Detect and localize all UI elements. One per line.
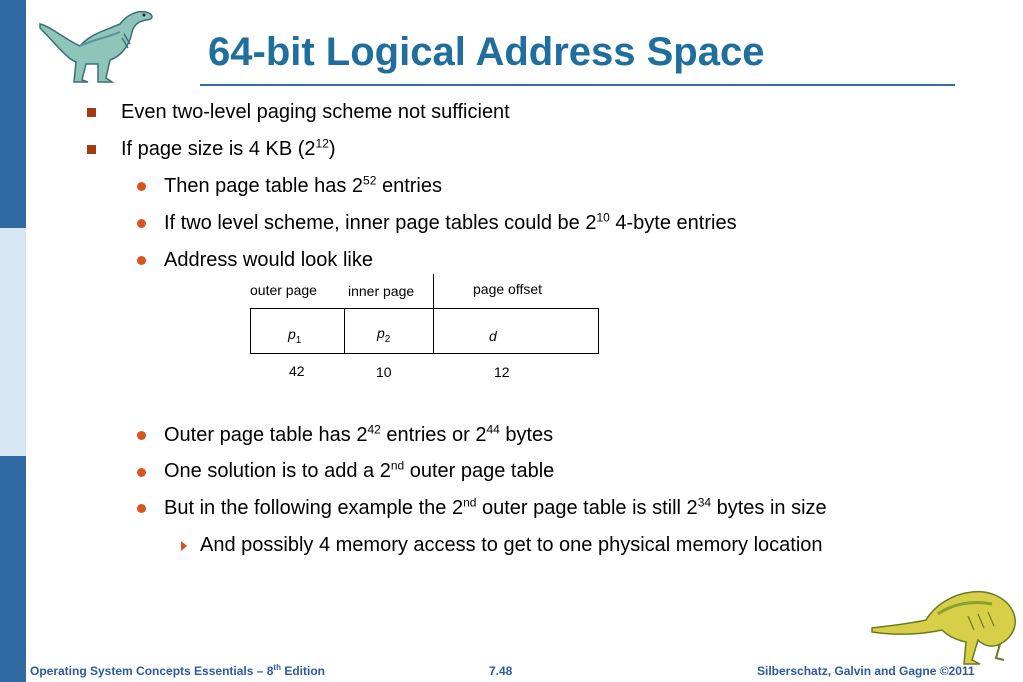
bullet-text: Even two-level paging scheme not sufficient (121, 101, 510, 123)
dot-bullet-icon (137, 504, 146, 513)
dot-bullet-icon (137, 182, 146, 191)
d-field: d (489, 328, 497, 344)
page-offset-label: page offset (473, 281, 543, 297)
bullet-text: And possibly 4 memory access to get to one physical memory location (200, 534, 823, 556)
footer-book-title: Operating System Concepts Essentials – 8th Edition (30, 663, 325, 678)
dot-bullet-icon (137, 256, 146, 265)
square-bullet-icon (87, 108, 96, 117)
bullet-text: Address would look like (164, 249, 373, 271)
sidebar-block-light (0, 228, 26, 456)
footer-page-number: 7.48 (489, 664, 513, 678)
field-divider (433, 274, 434, 354)
bullet-text: One solution is to add a 2nd outer page table (164, 458, 555, 482)
square-bullet-icon (87, 145, 96, 154)
dot-bullet-icon (137, 219, 146, 228)
sidebar-block-dark (0, 0, 26, 228)
bullet-text: Outer page table has $2^{42}$ entries or $2^{44}$ bytes (164, 422, 554, 446)
outer-page-label: outer page (250, 282, 317, 298)
d-bits: 12 (494, 364, 510, 380)
dot-bullet-icon (137, 431, 146, 440)
p2-bits: 10 (376, 364, 392, 380)
left-sidebar-band (0, 0, 26, 682)
bullet-text: But in the following example the 2nd outer page table is still $2^{34}$ bytes in size (164, 495, 827, 519)
bullet-text: Then page table has $2^{52}$ entries (164, 173, 442, 197)
inner-page-label: inner page (348, 283, 415, 299)
title-underline (200, 84, 955, 86)
p2-field: $p_2$ (377, 325, 391, 345)
field-divider (344, 308, 345, 354)
triangle-bullet-icon (181, 541, 187, 551)
dinosaur-logo-icon (36, 4, 158, 84)
p1-field: $p_1$ (288, 326, 302, 346)
dot-bullet-icon (137, 468, 146, 477)
sidebar-block-dark (0, 456, 26, 682)
slide-title: 64-bit Logical Address Space (208, 30, 765, 74)
bullet-text: If two level scheme, inner page tables could be $2^{10}$ 4-byte entries (164, 210, 737, 234)
p1-bits: 42 (289, 363, 305, 379)
address-box (250, 308, 599, 354)
dinosaur-logo-icon (868, 584, 1018, 666)
footer-authors: Silberschatz, Galvin and Gagne ©2011 (757, 664, 975, 678)
bullet-text: If page size is 4 KB $(2^{12})$ (121, 136, 336, 160)
